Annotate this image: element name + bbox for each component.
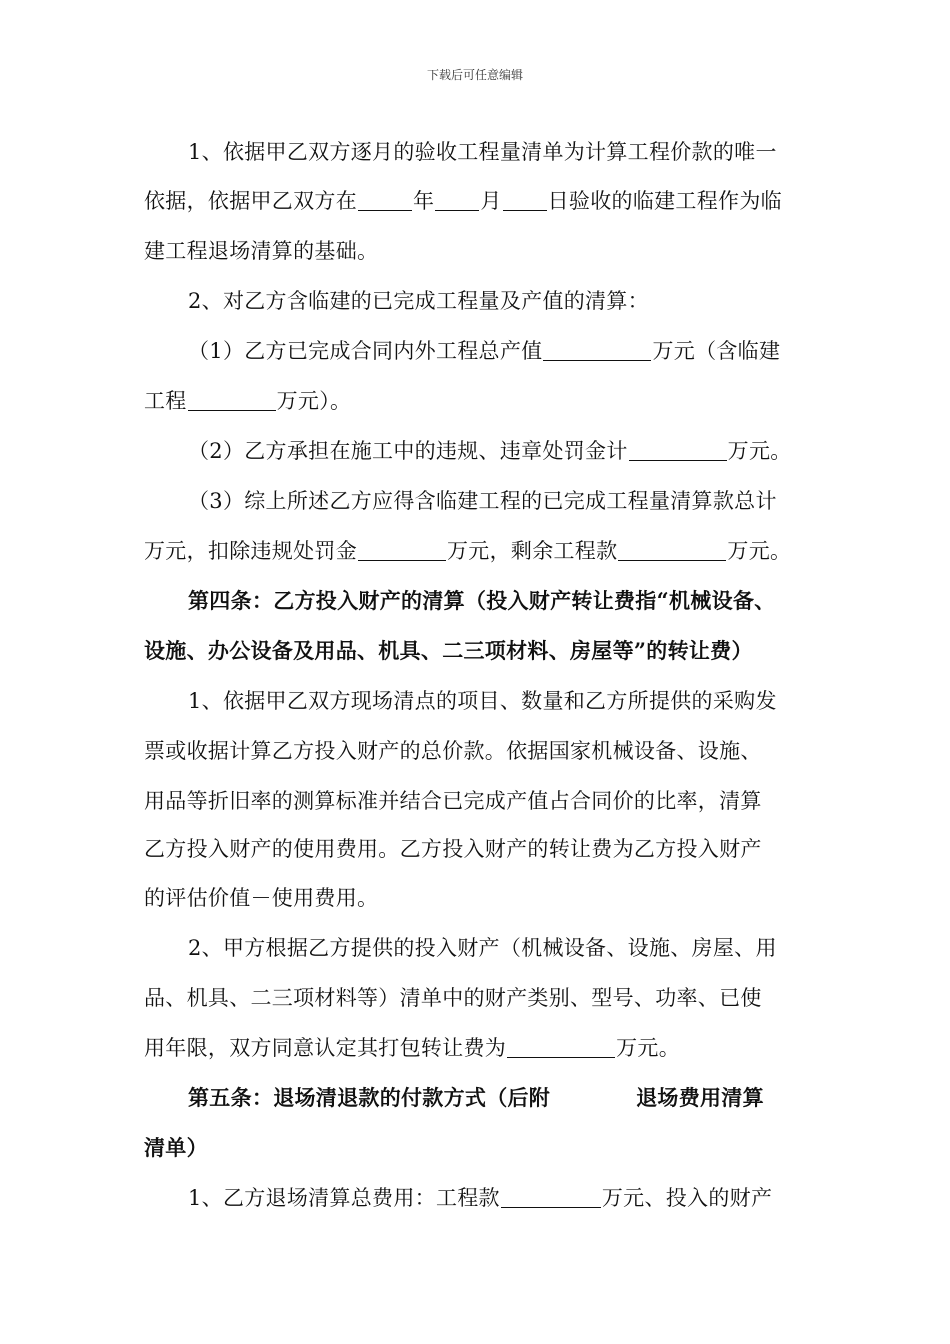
p1-line-2-d: 日验收的临建工程作为临: [547, 189, 782, 213]
p4-1-line-4: 乙方投入财产的使用费用。乙方投入财产的转让费为乙方投入财产: [144, 837, 762, 861]
blank-engineering-fee: [501, 1185, 601, 1208]
p4-2-line-3-b: 万元。: [616, 1036, 681, 1060]
page-header: 下载后可任意编辑: [426, 68, 523, 82]
p2-1-line-1-b: 万元（含临建: [652, 339, 781, 363]
p4-1-line-1: 1、依据甲乙双方现场清点的项目、数量和乙方所提供的采购发: [188, 689, 777, 713]
p2-3-line-1: （3）综上所述乙方应得含临建工程的已完成工程量清算款总计: [188, 489, 777, 513]
p2-2-a: （2）乙方承担在施工中的违规、违章处罚金计: [188, 439, 628, 463]
p1-line-2: [144, 186, 824, 216]
p2-line: 2、对乙方含临建的已完成工程量及产值的清算：: [188, 289, 649, 313]
p1-line-2-a: 依据，依据甲乙双方在: [144, 189, 357, 213]
p4-1-line-5: 的评估价值－使用费用。: [144, 886, 379, 910]
p5-1-b: 万元、投入的财产: [601, 1186, 773, 1210]
p4-2-line-1: 2、甲方根据乙方提供的投入财产（机械设备、设施、房屋、用: [188, 936, 777, 960]
blank-day: [503, 188, 547, 211]
p2-2-b: 万元。: [727, 439, 792, 463]
blank-penalty: [629, 438, 727, 461]
article-5-heading-line-1: [188, 1083, 868, 1113]
p2-1-line-2-a: 工程: [144, 389, 187, 413]
p1-line-2-b: 年: [413, 189, 435, 213]
p2-1-line-2-b: 万元）。: [276, 389, 352, 413]
p2-1-line-1-a: （1）乙方已完成合同内外工程总产值: [188, 339, 543, 363]
p5-1-line-1: [188, 1183, 868, 1213]
p1-line-2-c: 月: [480, 189, 502, 213]
p4-1-line-3: 用品等折旧率的测算标准并结合已完成产值占合同价的比率，清算: [144, 789, 762, 813]
p1-line-1: 1、依据甲乙双方逐月的验收工程量清单为计算工程价款的唯一: [188, 140, 777, 164]
p2-1-line-1: [188, 336, 868, 366]
p5-1-a: 1、乙方退场清算总费用：工程款: [188, 1186, 500, 1210]
article-4-heading-line-2: 设施、办公设备及用品、机具、二三项材料、房屋等”的转让费）: [144, 638, 753, 663]
article-5-heading-line-2: 清单）: [144, 1135, 208, 1160]
article-5-heading-a: 第五条：退场清退款的付款方式（后附: [188, 1085, 551, 1110]
p4-2-line-3-a: 用年限，双方同意认定其打包转让费为: [144, 1036, 507, 1060]
blank-package-fee: [507, 1035, 615, 1058]
blank-year: [358, 188, 412, 211]
p2-3-line-2-b: 万元，剩余工程款: [447, 539, 618, 563]
p2-1-line-2: [144, 386, 824, 416]
blank-temp-works: [188, 388, 276, 411]
blank-remaining: [618, 538, 726, 561]
article-5-heading-b: 退场费用清算: [636, 1085, 764, 1110]
article-4-heading-line-1: 第四条：乙方投入财产的清算（投入财产转让费指“机械设备、: [188, 588, 776, 613]
p2-2-line: [188, 436, 868, 466]
p1-line-3: 建工程退场清算的基础。: [144, 239, 379, 263]
blank-deduct-penalty: [358, 538, 446, 561]
p2-3-line-2-a: 万元，扣除违规处罚金: [144, 539, 357, 563]
blank-total-output: [543, 338, 651, 361]
blank-month: [435, 188, 479, 211]
p4-1-line-2: 票或收据计算乙方投入财产的总价款。依据国家机械设备、设施、: [144, 739, 762, 763]
p4-2-line-2: 品、机具、二三项材料等）清单中的财产类别、型号、功率、已使: [144, 986, 762, 1010]
p2-3-line-2: [144, 536, 824, 566]
p2-3-line-2-c: 万元。: [727, 539, 792, 563]
p4-2-line-3: [144, 1033, 824, 1063]
